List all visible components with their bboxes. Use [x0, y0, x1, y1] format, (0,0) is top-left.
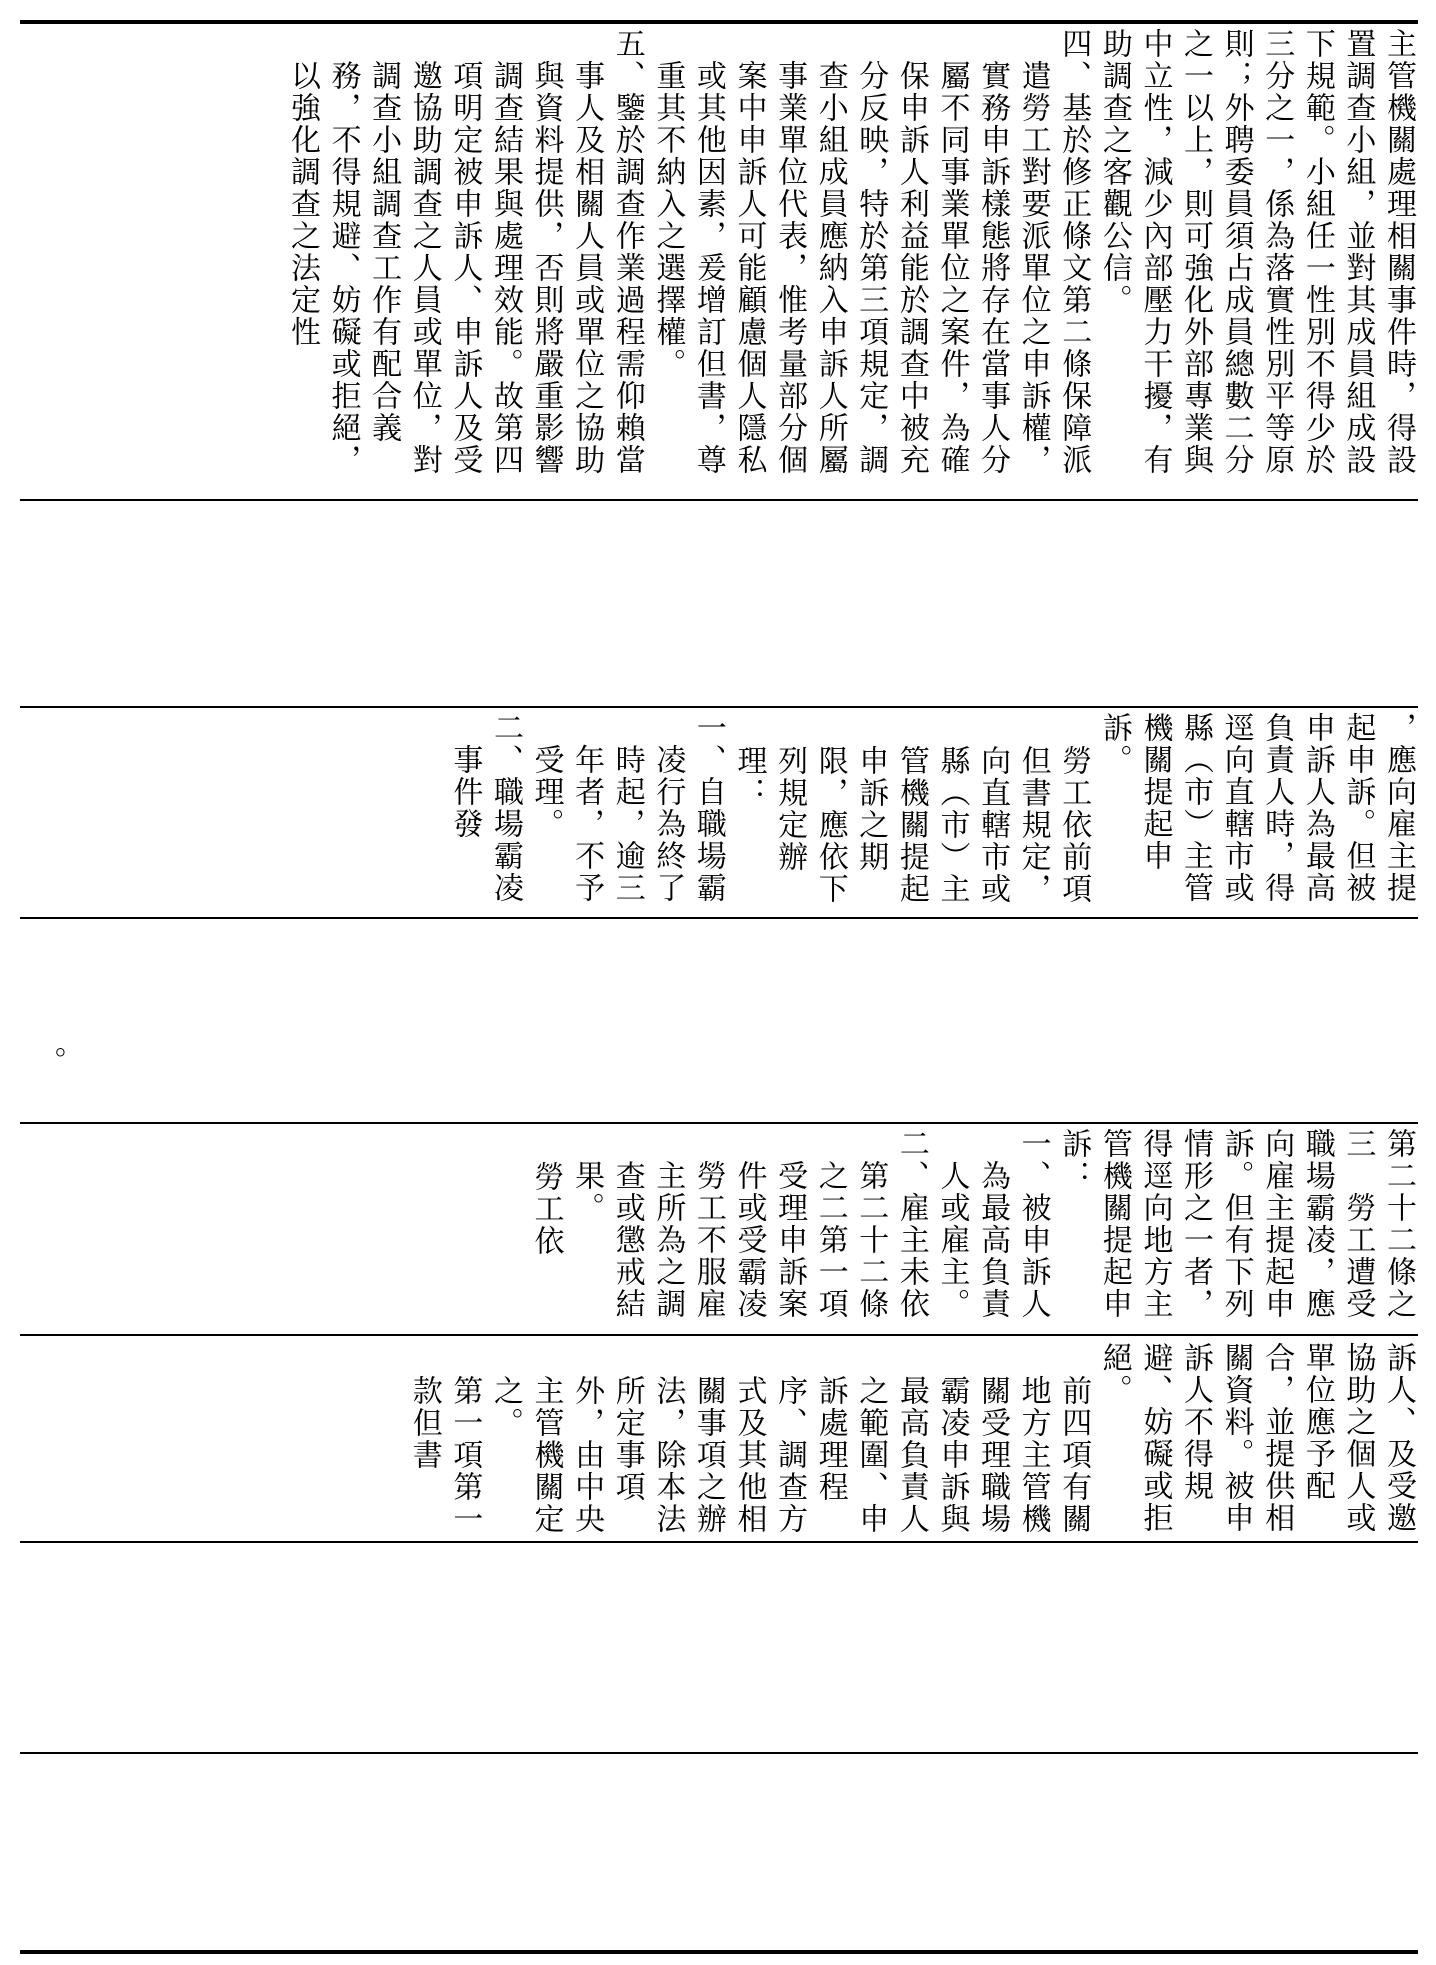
- proposal-paragraph: 訴人、及受邀協助之個人或單位應予配合，並提供相關資料。被申訴人不得規避、妨礙或拒絕。: [1096, 1342, 1416, 1534]
- current-provision-item-2: 二、職場霸凌事件發: [447, 712, 523, 904]
- top-rule: [20, 20, 1418, 24]
- empty-band: [20, 1548, 1418, 1728]
- explanation-band: [20, 28, 1418, 498]
- proposal-paragraph: 第一項第一款但書: [406, 1375, 483, 1535]
- proposal-paragraph: 前四項有關地方主管機關受理職場霸凌申訴與最高負責人之範圍、申訴處理程序、調查方式及其他相關事項之辦法，除本法所定事項外，由中央主管機關定之。: [487, 1375, 1092, 1535]
- current-provision-paragraph: 勞工依前項但書規定，向直轄市或縣（市）主管機關提起申訴之期限，應依下列規定辦理：: [731, 745, 1092, 905]
- article-22-3-paragraph: 勞工依: [528, 1161, 564, 1257]
- divider-rule-4: [20, 1122, 1418, 1124]
- divider-rule-5: [20, 1334, 1418, 1336]
- divider-rule-6: [20, 1541, 1418, 1543]
- article-22-3-heading: 第二十二條之三 勞工遭受職場霸凌，應向雇主提起申訴。但有下列情形之一者，得逕向地方主管機關提起申訴：: [1056, 1128, 1416, 1320]
- divider-rule-7: [20, 1752, 1418, 1754]
- bottom-rule: [20, 1950, 1418, 1954]
- article-22-3-band: [20, 1128, 1418, 1328]
- end-mark: 。: [31, 1046, 66, 1076]
- current-provision-paragraph: ，應向雇主提起申訴。但被申訴人為最高負責人時，得逕向直轄市或縣（市）主管機關提起申訴。: [1096, 712, 1416, 904]
- explanation-paragraph: 主管機關處理相關事件時，得設置調查小組，並對其成員組成設下規範。小組任一性別不得少於三分之一，係為落實性別平等原則；外聘委員須占成員總數二分之一以上，則可強化外部專業與中立性，減少內部壓力干擾，有助調查之客觀公信。: [1096, 28, 1416, 476]
- article-22-3-item-2: 二、雇主未依第二十二條之二第一項受理申訴案件或受霸凌勞工不服雇主所為之調查或懲戒結果。: [569, 1128, 929, 1320]
- current-provision-item-1: 一、自職場霸凌行為終了時起，逾三年者，不予受理。: [528, 712, 726, 904]
- explanation-item-5: 五、鑒於調查作業過程需仰賴當事人及相關人員或單位之協助與資料提供，否則將嚴重影響調查結果與處理效能。故第四項明定被申訴人、申訴人及受邀協助調查之人員或單位，對調查小組調查工作有配合義務，不得規避、妨礙或拒絕，以強化調查之法定性: [284, 28, 645, 476]
- divider-rule-1: [20, 499, 1418, 501]
- article-22-3-item-1: 一、被申訴人為最高負責人或雇主。: [934, 1128, 1051, 1320]
- divider-rule-3: [20, 917, 1418, 919]
- divider-rule-2: [20, 706, 1418, 708]
- explanation-item-4: 四、基於修正條文第二條保障派遣勞工對要派單位之申訴權，實務申訴樣態將存在當事人分屬不同事業單位之案件，為確保申訴人利益能於調查中被充分反映，特於第三項規定，調查小組成員應納入申訴人所屬事業單位代表，惟考量部分個案中申訴人可能顧慮個人隱私或其他因素，爰增訂但書，尊重其不納入之選擇權。: [650, 28, 1092, 476]
- current-provision-band: [20, 712, 1418, 916]
- proposal-continuation-band: [20, 1342, 1418, 1538]
